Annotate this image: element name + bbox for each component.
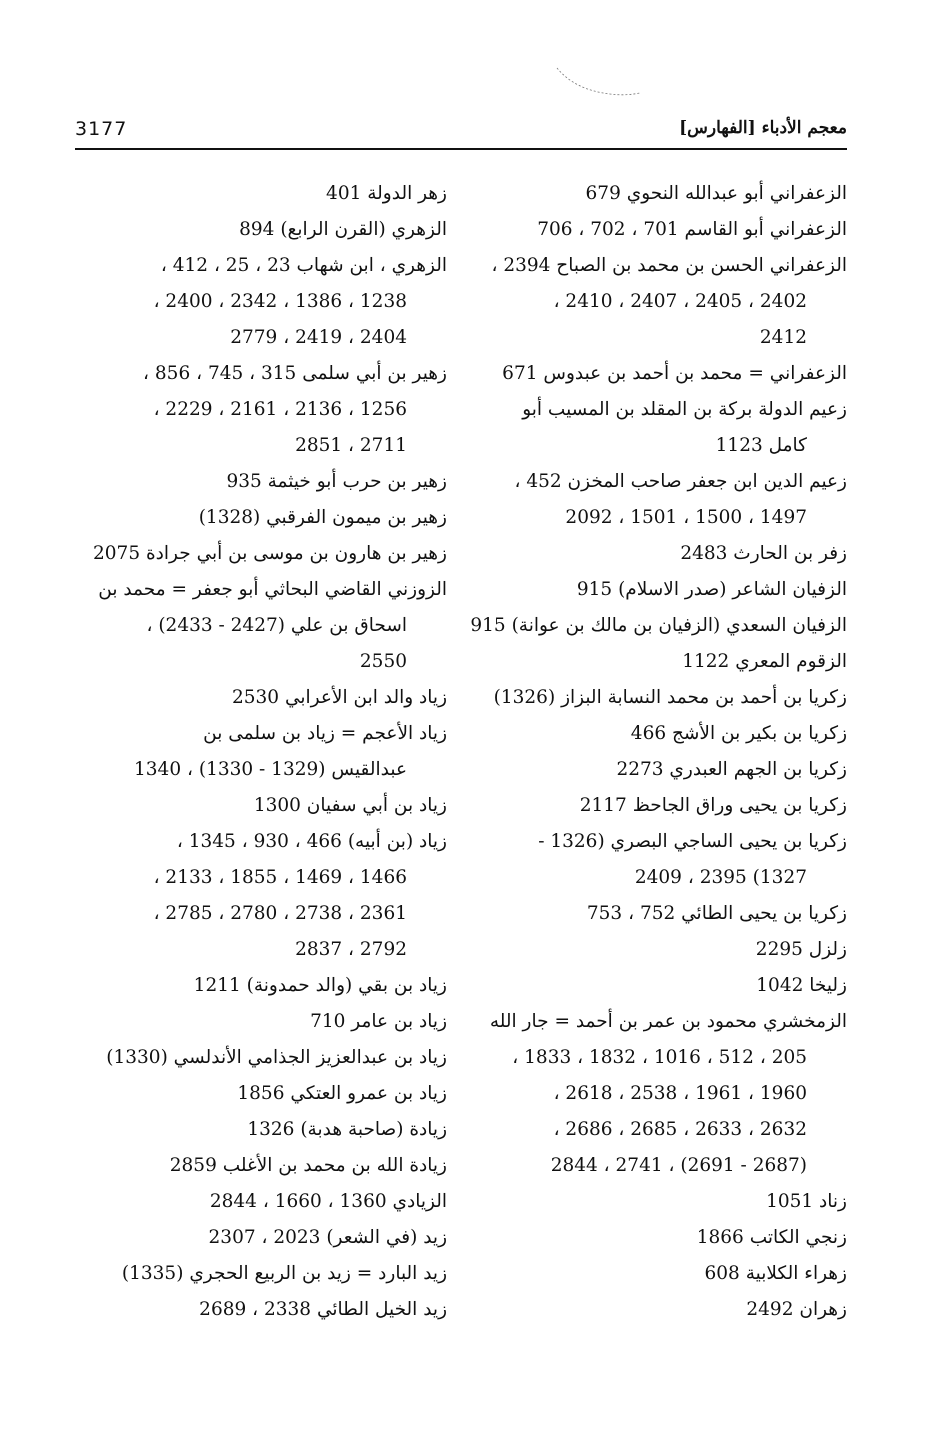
index-entry: زيد الخيل الطائي 2338 ، 2689 — [199, 1299, 447, 1320]
index-entry-continuation: 2792 ، 2837 — [295, 939, 407, 960]
index-entry-continuation: 1256 ، 2136 ، 2161 ، 2229 ، — [153, 399, 407, 420]
index-entry: زيادة الله بن محمد بن الأغلب 2859 — [169, 1155, 447, 1176]
index-entry: الزوزني القاضي البحاثي أبو جعفر = محمد بن — [98, 579, 447, 600]
index-entry-continuation: 2412 — [759, 327, 807, 348]
index-entry: زكريا بن يحيى الطائي 752 ، 753 — [586, 903, 847, 924]
index-entry: الزعفراني = محمد بن أحمد بن عبدوس 671 — [502, 363, 847, 384]
index-entry: الزقوم المعري 1122 — [682, 651, 847, 672]
index-entry-continuation: 1466 ، 1469 ، 1855 ، 2133 ، — [153, 867, 407, 888]
index-entry: زيد البارد = زيد بن الربيع الحجري (1335) — [121, 1263, 447, 1284]
index-entry: زنجي الكاتب 1866 — [696, 1227, 847, 1248]
index-entry: زعيم الدولة بركة بن المقلد بن المسيب أبو — [522, 399, 847, 420]
index-entry: زلزل 2295 — [755, 939, 847, 960]
index-entry: زياد بن أبي سفيان 1300 — [253, 795, 447, 816]
header-rule — [75, 148, 847, 150]
index-entry: الزعفراني الحسن بن محمد بن الصباح 2394 ، — [491, 255, 847, 276]
index-entry-continuation: 1960 ، 1961 ، 2538 ، 2618 ، — [553, 1083, 807, 1104]
index-column-left — [75, 176, 447, 1328]
index-entry-continuation: 1497 ، 1500 ، 1501 ، 2092 — [565, 507, 807, 528]
index-entry: زهر الدولة 401 — [326, 183, 447, 204]
index-entry: زيد (في الشعر) 2023 ، 2307 — [208, 1227, 447, 1248]
index-entry-continuation: كامل 1123 — [715, 435, 807, 456]
index-entry: الزعفراني أبو القاسم 701 ، 702 ، 706 — [537, 219, 847, 240]
index-entry: زهير بن هارون بن موسى بن أبي جرادة 2075 — [93, 543, 447, 564]
index-entry: الزيادي 1360 ، 1660 ، 2844 — [209, 1191, 447, 1212]
index-entry: زليخا 1042 — [756, 975, 847, 996]
index-entry-continuation: 205 ، 512 ، 1016 ، 1832 ، 1833 ، — [512, 1047, 807, 1068]
index-entry-continuation: 1238 ، 1386 ، 2342 ، 2400 ، — [153, 291, 407, 312]
index-column-right — [470, 176, 847, 1328]
index-entry: زهير بن أبي سلمى 315 ، 745 ، 856 ، — [143, 363, 447, 384]
index-entry: زياد الأعجم = زياد بن سلمى بن — [203, 723, 447, 744]
index-entry: الزهري ، ابن شهاب 23 ، 25 ، 412 ، — [160, 255, 447, 276]
index-entry: زياد بن عامر 710 — [310, 1011, 447, 1032]
index-entry: زهراء الكلابية 608 — [704, 1263, 847, 1284]
index-entry: زياد بن عمرو العتكي 1856 — [237, 1083, 447, 1104]
index-entry: زكريا بن أحمد بن محمد النسابة البزاز (1326) — [493, 687, 847, 708]
index-entry-continuation: (2687 - 2691) ، 2741 ، 2844 — [550, 1155, 807, 1176]
index-entry: زكريا بن بكير بن الأشج 466 — [630, 723, 847, 744]
index-entry: زهير بن ميمون الفرقبي (1328) — [198, 507, 447, 528]
index-entry-continuation: اسحاق بن علي (2427 - 2433) ، — [146, 615, 407, 636]
index-entry: زياد بن بقي (والد حمدونة) 1211 — [193, 975, 447, 996]
index-entry: الزهري (القرن الرابع) 894 — [239, 219, 447, 240]
index-entry: زعيم الدين ابن جعفر صاحب المخزن 452 ، — [514, 471, 847, 492]
page-header — [75, 112, 847, 148]
index-entry: الزفيان السعدي (الزفيان بن مالك بن عوانة) 915 — [470, 615, 847, 636]
index-entry: زناد 1051 — [766, 1191, 847, 1212]
running-title: معجم الأدباء [الفهارس] — [679, 118, 847, 138]
scan-smudge-mark — [555, 60, 645, 100]
index-entry: الزمخشري محمود بن عمر بن أحمد = جار الله — [489, 1011, 847, 1032]
index-entry: زهران 2492 — [746, 1299, 847, 1320]
index-entry-continuation: 2632 ، 2633 ، 2685 ، 2686 ، — [553, 1119, 807, 1140]
index-entry: زكريا بن الجهم العبدري 2273 — [616, 759, 847, 780]
index-entry-continuation: 2402 ، 2405 ، 2407 ، 2410 ، — [553, 291, 807, 312]
index-entry: زياد (بن أبيه) 466 ، 930 ، 1345 ، — [176, 831, 447, 852]
index-entry-continuation: 1327) 2395 ، 2409 — [634, 867, 807, 888]
index-entry-continuation: 2550 — [359, 651, 407, 672]
index-entry: الزفيان الشاعر (صدر الاسلام) 915 — [576, 579, 847, 600]
page-number: 3177 — [75, 118, 128, 140]
index-entry-continuation: 2711 ، 2851 — [295, 435, 407, 456]
index-entry: زكريا بن يحيى وراق الجاحظ 2117 — [579, 795, 847, 816]
index-entry: زياد والد ابن الأعرابي 2530 — [231, 687, 447, 708]
index-entry-continuation: 2404 ، 2419 ، 2779 — [230, 327, 407, 348]
index-entry: الزعفراني أبو عبدالله النحوي 679 — [585, 183, 847, 204]
index-entry: زفر بن الحارث 2483 — [680, 543, 847, 564]
index-entry-continuation: عبدالقيس (1329 - 1330) ، 1340 — [134, 759, 407, 780]
index-entry: زياد بن عبدالعزيز الجذامي الأندلسي (1330) — [106, 1047, 447, 1068]
index-entry: زهير بن حرب أبو خيثمة 935 — [226, 471, 447, 492]
index-entry: زيادة (صاحبة هدبة) 1326 — [247, 1119, 447, 1140]
index-entry: زكريا بن يحيى الساجي البصري (1326 - — [538, 831, 847, 852]
index-entry-continuation: 2361 ، 2738 ، 2780 ، 2785 ، — [153, 903, 407, 924]
